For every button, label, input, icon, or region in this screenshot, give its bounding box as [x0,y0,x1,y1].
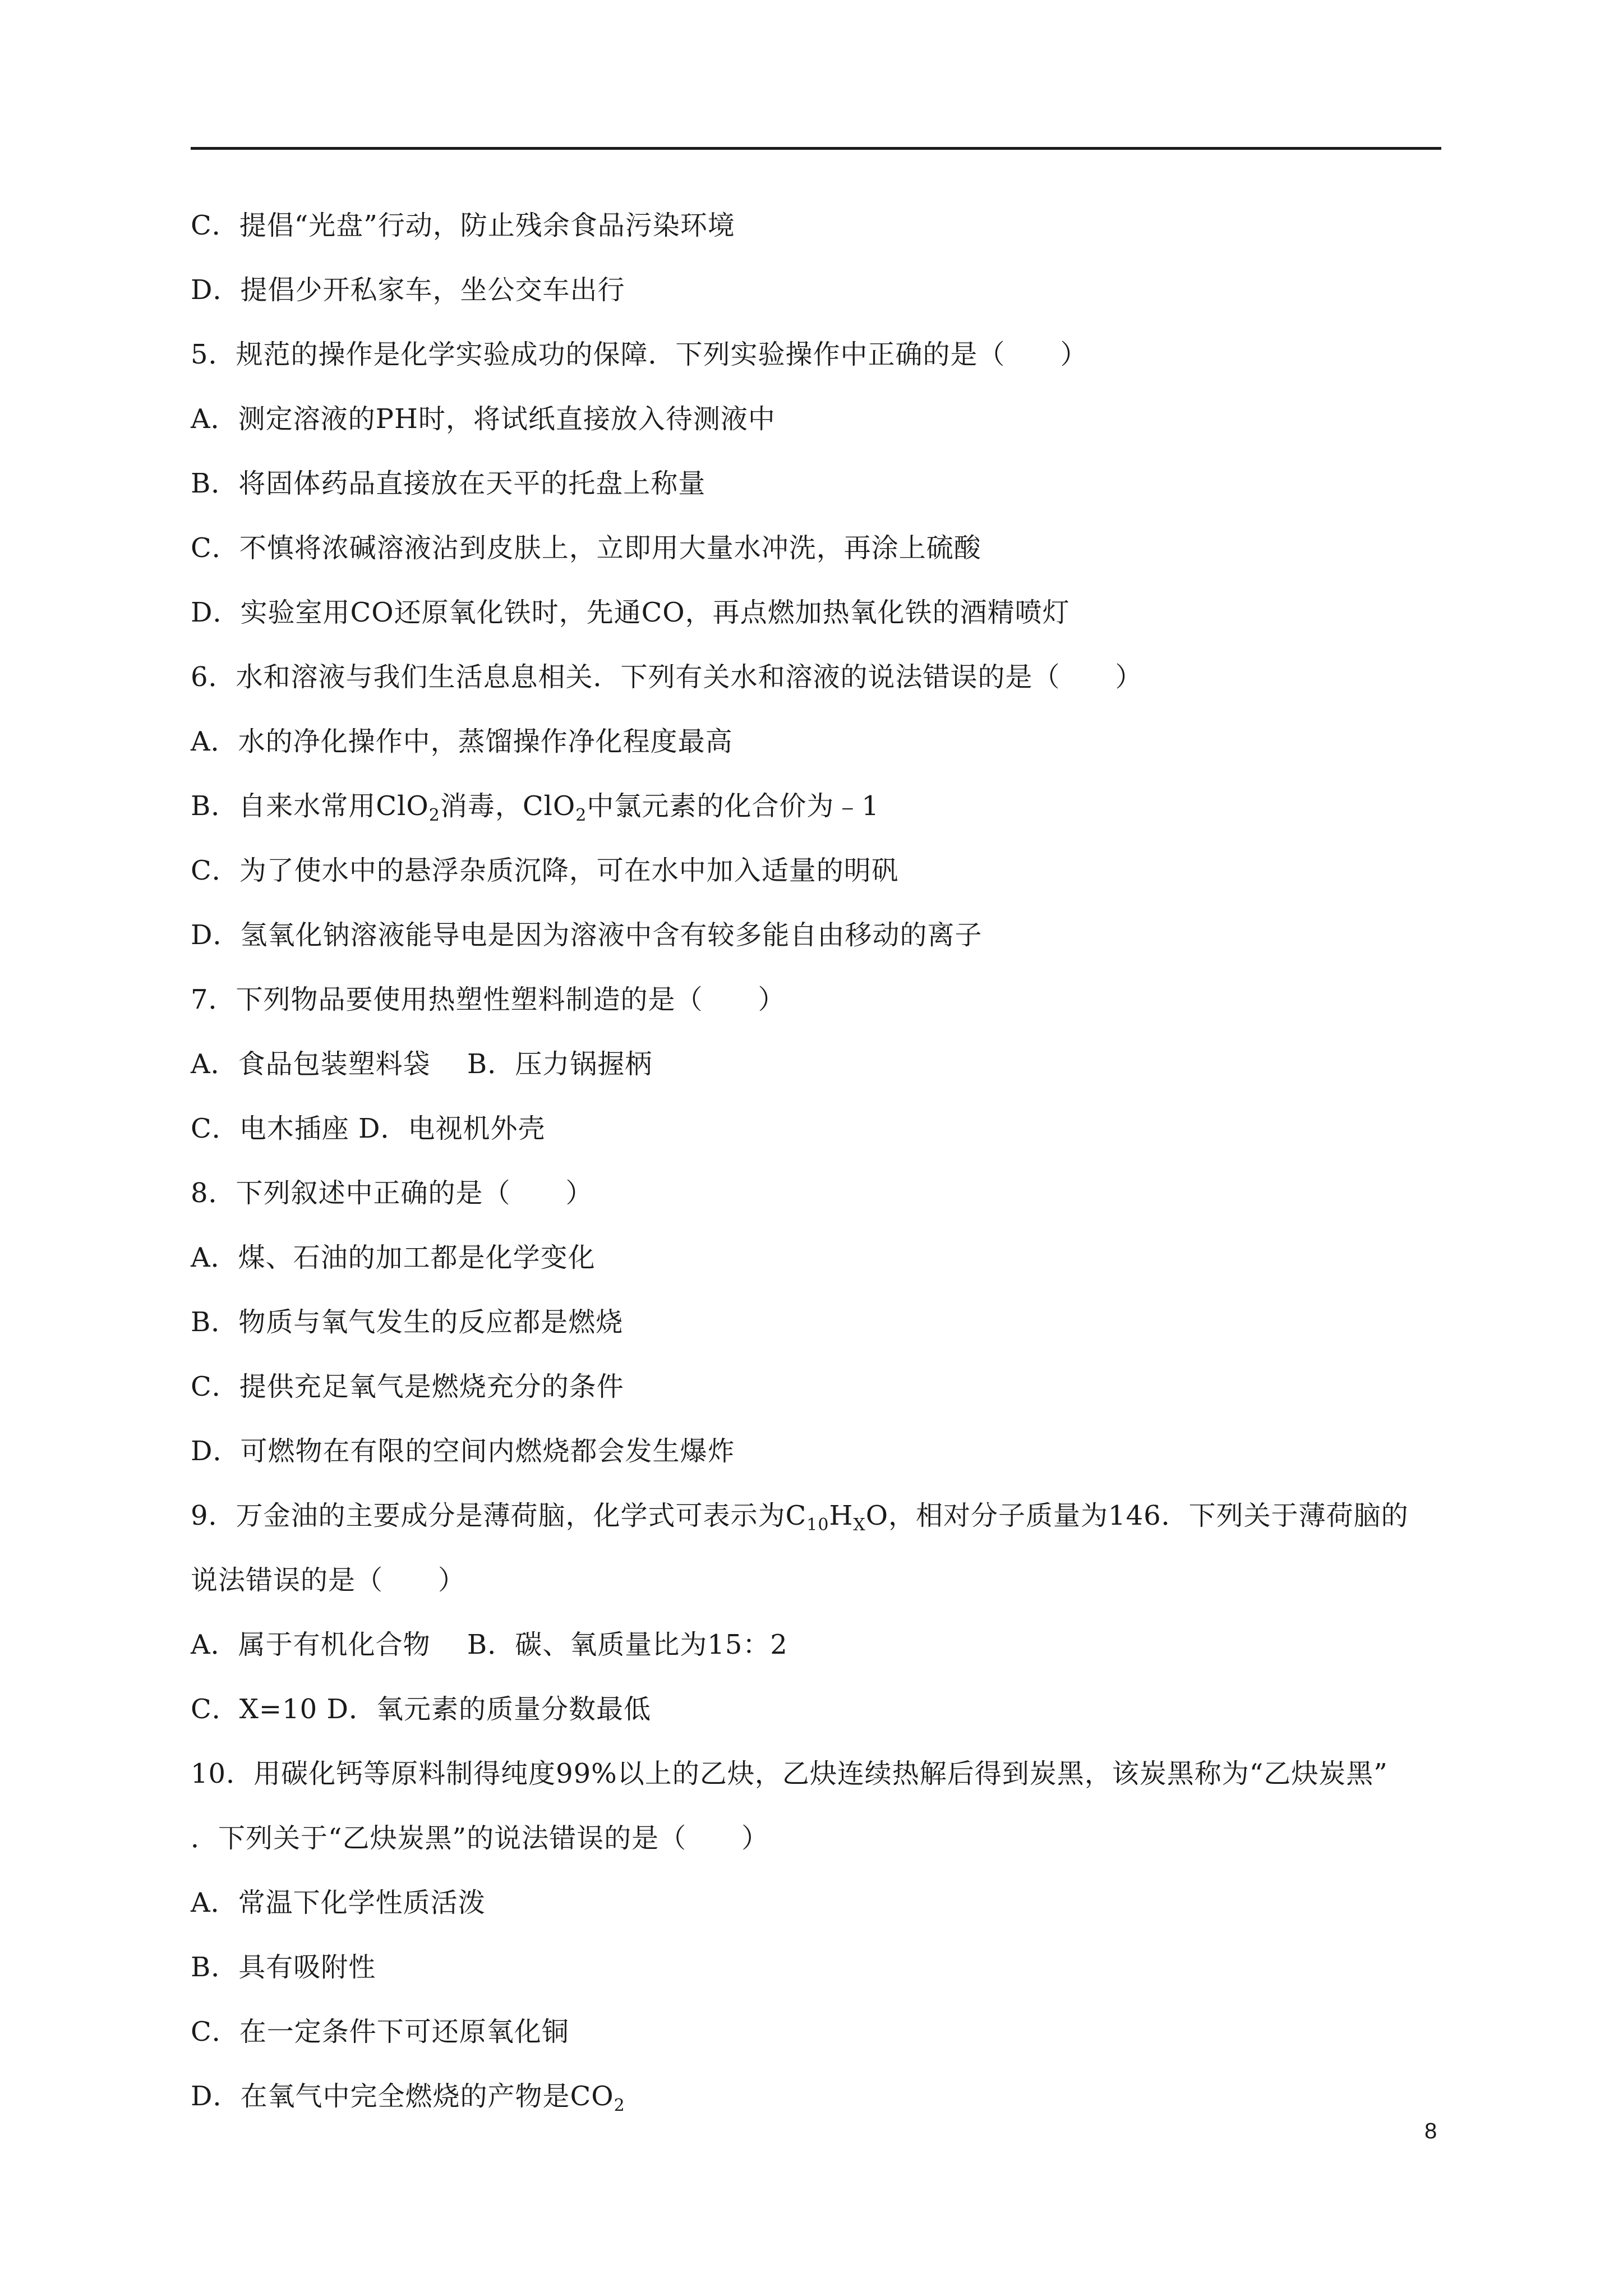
option-10a: A．常温下化学性质活泼 [191,1887,486,1918]
option-4c: C．提倡“光盘”行动，防止残余食品污染环境 [191,210,735,241]
option-6c: C．为了使水中的悬浮杂质沉降，可在水中加入适量的明矾 [191,855,899,886]
question-10: 10．用碳化钙等原料制得纯度99%以上的乙炔，乙炔连续热解后得到炭黑，该炭黑称为“乙炔炭黑” [191,1758,1388,1789]
option-8d: D．可燃物在有限的空间内燃烧都会发生爆炸 [191,1435,735,1467]
question-9: 9．万金油的主要成分是薄荷脑，化学式可表示为$C_{10}H_XO$，相对分子质量为146．下列关于薄荷脑的 [191,1500,1409,1535]
option-6a: A．水的净化操作中，蒸馏操作净化程度最高 [191,726,733,757]
option-8c: C．提供充足氧气是燃烧充分的条件 [191,1371,624,1402]
page-number: 8 [1424,2119,1437,2143]
question-7: 7．下列物品要使用热塑性塑料制造的是（ ） [191,984,786,1015]
option-8b: B．物质与氧气发生的反应都是燃烧 [191,1306,624,1338]
option-6b: B．自来水常用ClO$_2$消毒，ClO$_2$中氯元素的化合价为﹣1 [191,790,879,825]
option-10d: D．在氧气中完全燃烧的产物是$CO_2$ [191,2081,625,2115]
option-5a: A．测定溶液的PH时，将试纸直接放入待测液中 [191,403,776,435]
option-4d: D．提倡少开私家车，坐公交车出行 [191,274,625,306]
option-6d: D．氢氧化钠溶液能导电是因为溶液中含有较多能自由移动的离子 [191,919,983,951]
question-8: 8．下列叙述中正确的是（ ） [191,1177,593,1209]
option-10c: C．在一定条件下可还原氧化铜 [191,2016,569,2047]
options-9ab: A．属于有机化合物 B．碳、氧质量比为15：2 [191,1629,788,1660]
options-7cd: C．电木插座 D．电视机外壳 [191,1113,546,1144]
question-10-cont: ．下列关于“乙炔炭黑”的说法错误的是（ ） [191,1823,769,1854]
option-8a: A．煤、石油的加工都是化学变化 [191,1242,596,1273]
option-10b: B．具有吸附性 [191,1952,376,1983]
option-5d: D．实验室用CO还原氧化铁时，先通CO，再点燃加热氧化铁的酒精喷灯 [191,597,1070,628]
question-6: 6．水和溶液与我们生活息息相关．下列有关水和溶液的说法错误的是（ ） [191,661,1143,693]
option-5b: B．将固体药品直接放在天平的托盘上称量 [191,468,706,499]
options-7ab: A．食品包装塑料袋 B．压力锅握柄 [191,1048,653,1080]
question-5: 5．规范的操作是化学实验成功的保障．下列实验操作中正确的是（ ） [191,339,1088,370]
options-9cd: C．X=10 D．氧元素的质量分数最低 [191,1694,651,1725]
question-9-cont: 说法错误的是（ ） [191,1565,466,1596]
option-5c: C．不慎将浓碱溶液沾到皮肤上，立即用大量水冲洗，再涂上硫酸 [191,532,981,564]
header-rule [191,147,1441,150]
